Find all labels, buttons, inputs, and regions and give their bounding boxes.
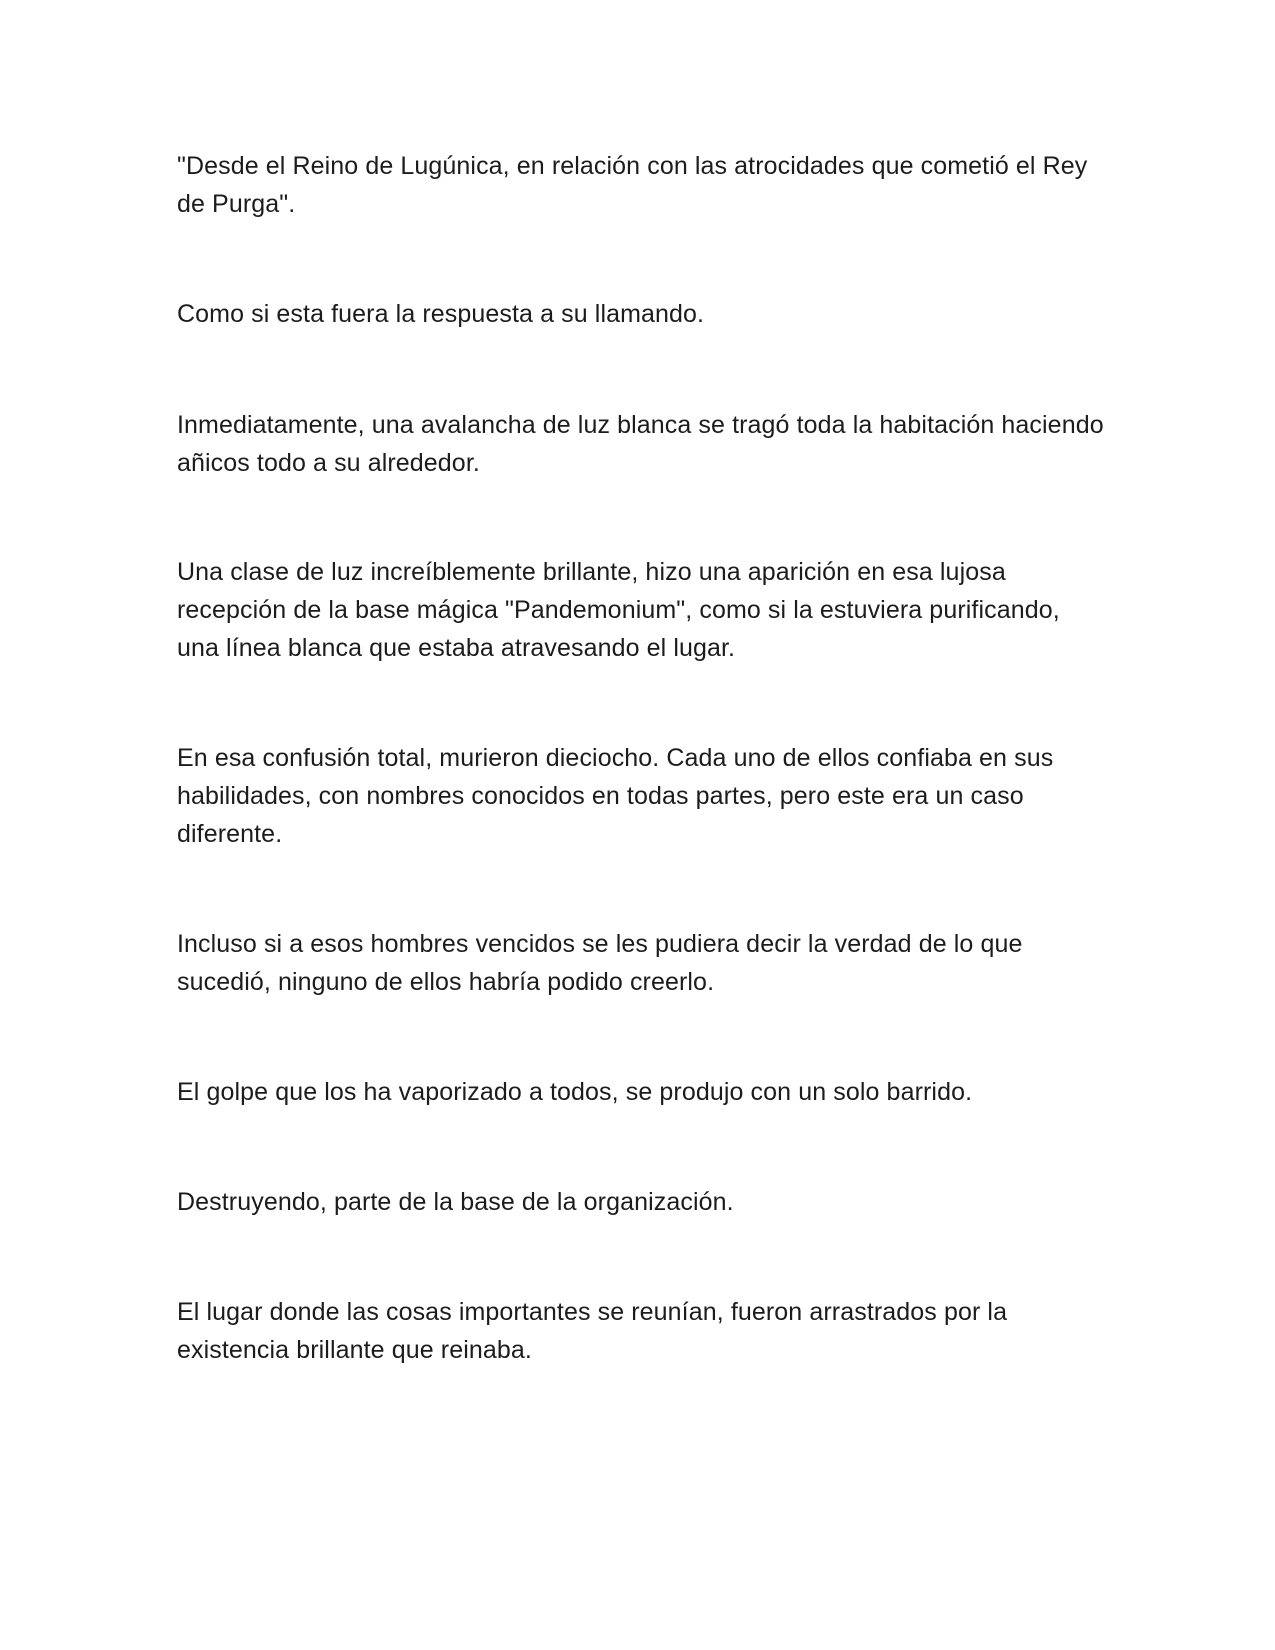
paragraph-1: "Desde el Reino de Lugúnica, en relación con las atrocidades que cometió el Rey de Purga". (177, 152, 1088, 218)
paragraph-4: Una clase de luz increíblemente brillante, hizo una aparición en esa lujosa recepción de la base mágica "Pandemonium", como si la estuviera purificando, una línea blanca que estaba atravesando el lugar. (177, 558, 1060, 662)
paragraph-6: Incluso si a esos hombres vencidos se les pudiera decir la verdad de lo que sucedió, ninguno de ellos habría podido creerlo. (177, 930, 1023, 996)
paragraph-5: En esa confusión total, murieron dieciocho. Cada uno de ellos confiaba en sus habilidades, con nombres conocidos en todas partes, pero este era un caso diferente. (177, 744, 1054, 848)
paragraph-7: El golpe que los ha vaporizado a todos, se produjo con un solo barrido. (177, 1078, 973, 1106)
paragraph-2: Como si esta fuera la respuesta a su llamando. (177, 300, 705, 328)
paragraph-9: El lugar donde las cosas importantes se reunían, fueron arrastrados por la existencia brillante que reinaba. (177, 1298, 1008, 1364)
paragraph-3: Inmediatamente, una avalancha de luz blanca se tragó toda la habitación haciendo añicos todo a su alrededor. (177, 411, 1104, 477)
paragraph-8: Destruyendo, parte de la base de la organización. (177, 1188, 734, 1216)
